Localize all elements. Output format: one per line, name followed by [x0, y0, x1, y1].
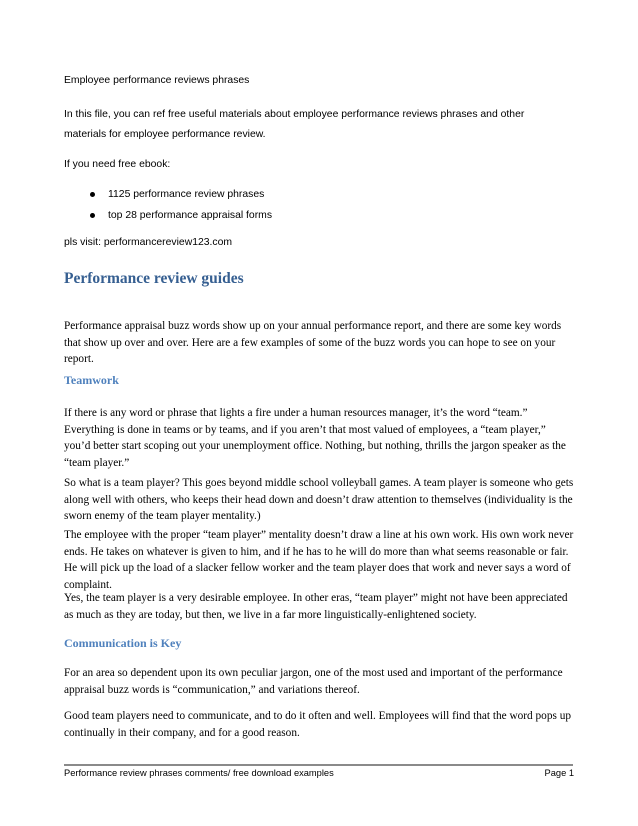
bullet-icon [90, 192, 95, 197]
bullet-icon [90, 213, 95, 218]
section-heading: Performance review guides [64, 270, 244, 287]
list-item [108, 184, 272, 205]
page-number: Page 1 [544, 768, 574, 778]
teamwork-paragraph-3: The employee with the proper “team player” mentality doesn’t draw a line at his own work. His own work never ends. He takes on whatever is given to him, and if he has to he will do more than what seems reasonable or fair. He will pick up the load of a slacker fellow worker and the team player does that work and never says a word of complaint. [64, 529, 574, 591]
ebook-list [108, 184, 272, 226]
footer-title: Performance review phrases comments/ free download examples [64, 768, 334, 778]
communication-paragraph-1: For an area so dependent upon its own peculiar jargon, one of the most used and important of the performance appraisal buzz words is “communication,” and variations thereof. [64, 667, 563, 696]
list-item [108, 205, 272, 226]
teamwork-paragraph-2: So what is a team player? This goes beyond middle school volleyball games. A team player is someone who gets along well with others, who keeps their head down and doesn’t draw attention to themselves (individuality is the sworn enemy of the team player mentality.) [64, 477, 574, 523]
visit-line: pls visit: performancereview123.com [64, 237, 233, 248]
teamwork-paragraph-1: If there is any word or phrase that lights a fire under a human resources manager, it’s the word “team.” Everything is done in teams or by teams, and if you aren’t that most valued of employees, a “team player,” you’d better start scoping out your unemployment office. Nothing, but nothing, thrills the jargon speaker as the “team player.” [64, 407, 566, 469]
intro-line-2: materials for employee performance review. [64, 129, 266, 140]
communication-paragraph-2: Good team players need to communicate, and to do it often and well. Employees will find that the word pops up continually in their company, and for a good reason. [64, 710, 571, 739]
teamwork-heading: Teamwork [64, 373, 119, 387]
intro-paragraph: Performance appraisal buzz words show up on your annual performance report, and there are some key words that show up over and over. Here are a few examples of some of the buzz words you can hope to see on your report. [64, 320, 562, 366]
list-item-label: top 28 performance appraisal forms [108, 210, 273, 221]
ebook-prompt: If you need free ebook: [64, 159, 171, 170]
intro-line-1: In this file, you can ref free useful materials about employee performance reviews phrases and other [64, 109, 525, 120]
teamwork-paragraph-4: Yes, the team player is a very desirable employee. In other eras, “team player” might not have been appreciated as much as they are today, but then, we live in a far more linguistically-enlightened society. [64, 592, 568, 621]
intro-title: Employee performance reviews phrases [64, 75, 250, 86]
list-item-label: 1125 performance review phrases [108, 189, 265, 200]
footer-divider [64, 764, 573, 766]
communication-heading: Communication is Key [64, 636, 182, 650]
